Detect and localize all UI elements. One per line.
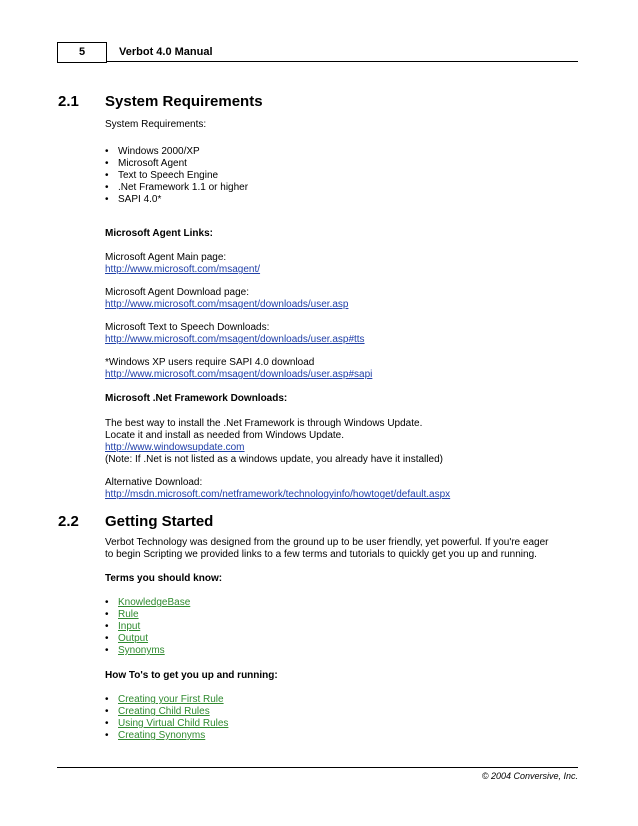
howto-link-first-rule[interactable]: Creating your First Rule — [118, 694, 224, 705]
terms-list — [105, 597, 585, 657]
term-link-synonyms[interactable]: Synonyms — [118, 645, 165, 656]
list-item: • .Net Framework 1.1 or higher — [105, 182, 585, 194]
net-note: (Note: If .Net is not listed as a windows update, you already have it installed) — [105, 454, 443, 465]
tts-label: Microsoft Text to Speech Downloads: — [105, 322, 270, 333]
header-rule — [107, 61, 578, 62]
section-2-2-body — [105, 537, 585, 742]
terms-heading: Terms you should know: — [105, 573, 223, 584]
list-item — [105, 633, 585, 645]
howto-link-synonyms[interactable]: Creating Synonyms — [118, 730, 206, 741]
sapi-label: *Windows XP users require SAPI 4.0 download — [105, 357, 315, 368]
manual-title: Verbot 4.0 Manual — [119, 46, 213, 58]
list-item: • Microsoft Agent — [105, 158, 585, 170]
list-item: • Windows 2000/XP — [105, 146, 585, 158]
howto-heading: How To's to get you up and running: — [105, 670, 278, 681]
net-line-2: Locate it and install as needed from Windows Update. — [105, 430, 345, 441]
list-item — [105, 718, 585, 730]
sapi-link[interactable]: http://www.microsoft.com/msagent/downloads/user.asp#sapi — [105, 369, 373, 380]
section-number-2-1: 2.1 — [58, 93, 79, 110]
list-item — [105, 730, 585, 742]
net-line-1: The best way to install the .Net Framework is through Windows Update. — [105, 418, 423, 429]
alt-download-link[interactable]: http://msdn.microsoft.com/netframework/technologyinfo/howtoget/default.aspx — [105, 489, 451, 500]
windowsupdate-link[interactable]: http://www.windowsupdate.com — [105, 442, 245, 453]
requirements-list — [105, 146, 585, 206]
list-item — [105, 694, 585, 706]
footer-rule — [57, 767, 578, 768]
list-item — [105, 645, 585, 657]
intro-line-1: Verbot Technology was designed from the ground up to be user friendly, yet powerful. If you're eager — [105, 537, 549, 548]
list-item — [105, 597, 585, 609]
section-number-2-2: 2.2 — [58, 513, 79, 530]
howto-list — [105, 694, 585, 742]
page-number-box: 5 — [57, 42, 107, 63]
section-title-system-requirements: System Requirements — [105, 93, 263, 110]
list-item: • SAPI 4.0* — [105, 194, 585, 206]
term-link-input[interactable]: Input — [118, 621, 141, 632]
howto-link-child-rules[interactable]: Creating Child Rules — [118, 706, 210, 717]
agent-download-label: Microsoft Agent Download page: — [105, 287, 249, 298]
alt-download-label: Alternative Download: — [105, 477, 203, 488]
agent-download-link[interactable]: http://www.microsoft.com/msagent/downloads/user.asp — [105, 299, 349, 310]
footer-copyright: © 2004 Conversive, Inc. — [481, 771, 578, 781]
term-link-output[interactable]: Output — [118, 633, 149, 644]
agent-links-heading: Microsoft Agent Links: — [105, 228, 213, 239]
term-link-knowledgebase[interactable]: KnowledgeBase — [118, 597, 191, 608]
list-item — [105, 621, 585, 633]
term-link-rule[interactable]: Rule — [118, 609, 139, 620]
list-item: • Text to Speech Engine — [105, 170, 585, 182]
tts-link[interactable]: http://www.microsoft.com/msagent/downloads/user.asp#tts — [105, 334, 365, 345]
list-item — [105, 609, 585, 621]
section-2-1-body — [105, 119, 585, 501]
section-title-getting-started: Getting Started — [105, 513, 214, 530]
net-framework-heading: Microsoft .Net Framework Downloads: — [105, 393, 288, 404]
agent-main-label: Microsoft Agent Main page: — [105, 252, 227, 263]
requirements-intro: System Requirements: — [105, 119, 207, 130]
howto-link-virtual-child-rules[interactable]: Using Virtual Child Rules — [118, 718, 229, 729]
list-item — [105, 706, 585, 718]
intro-line-2: to begin Scripting we provided links to a few terms and tutorials to quickly get you up and running. — [105, 549, 537, 560]
agent-main-link[interactable]: http://www.microsoft.com/msagent/ — [105, 264, 261, 275]
